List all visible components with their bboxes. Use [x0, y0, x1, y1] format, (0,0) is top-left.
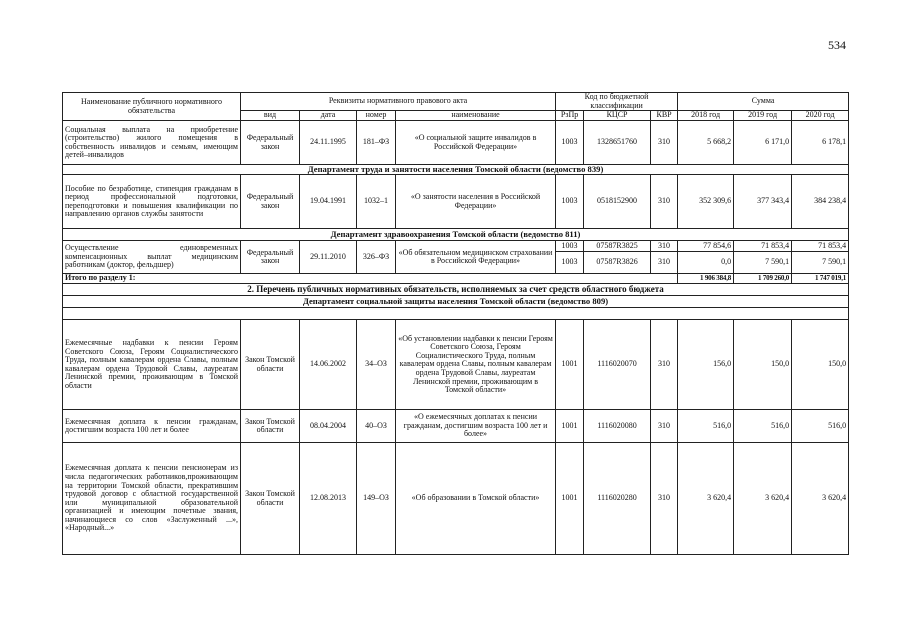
- empty-cell: [63, 308, 849, 320]
- header-code: Код по бюджетной классификации: [556, 93, 678, 111]
- header-sum: Сумма: [678, 93, 849, 111]
- obligation-name: Пособие по безработице, стипендия гражданам в период профессиональной подготовки, переподготовки и повышения квалификации по направлению органов службы занятости: [63, 175, 241, 229]
- rzpr-code: 1001: [556, 443, 584, 555]
- total-2018: 1 906 384,8: [678, 274, 734, 284]
- table-row: [63, 175, 849, 229]
- header-kvr: КВР: [651, 111, 678, 121]
- empty-row: [63, 308, 849, 320]
- rzpr-code: 1001: [556, 320, 584, 410]
- rzpr-code: 1003: [556, 252, 584, 274]
- header-rzpr: РзПр: [556, 111, 584, 121]
- sum-2020: 516,0: [792, 410, 849, 443]
- header-title: наименование: [396, 111, 556, 121]
- total-2020: 1 747 019,1: [792, 274, 849, 284]
- header-kcsr: КЦСР: [584, 111, 651, 121]
- kcsr-code: 07587R3826: [584, 252, 651, 274]
- act-number: 40–ОЗ: [357, 410, 396, 443]
- sum-2019: 150,0: [734, 320, 792, 410]
- kvr-code: 310: [651, 121, 678, 165]
- obligation-name: Ежемесячная доплата к пенсии пенсионерам из числа педагогических работников,проживающим на территории Томской области, прекратившим трудовой договор с областной государственной или муниципальной образовательной организацией и имеющим почетные звания, начинающиеся со слов «Заслуженный ...», «Народный...»: [63, 443, 241, 555]
- act-number: 34–ОЗ: [357, 320, 396, 410]
- act-type: Федеральный закон: [241, 175, 300, 229]
- act-date: 24.11.1995: [300, 121, 357, 165]
- act-type: Федеральный закон: [241, 241, 300, 274]
- table-row: [63, 410, 849, 443]
- sum-2019: 3 620,4: [734, 443, 792, 555]
- act-type: Закон Томской области: [241, 320, 300, 410]
- kcsr-code: 1116020080: [584, 410, 651, 443]
- header-vid: вид: [241, 111, 300, 121]
- sum-2019: 377 343,4: [734, 175, 792, 229]
- act-date: 08.04.2004: [300, 410, 357, 443]
- header-2020: 2020 год: [792, 111, 849, 121]
- header-number: номер: [357, 111, 396, 121]
- kvr-code: 310: [651, 241, 678, 252]
- department-row: [63, 229, 849, 241]
- act-title: «Об установлении надбавки к пенсии Героям Советского Союза, Героям Социалистического Труда, полным кавалерам ордена Славы, полным кавалерам ордена Трудовой Славы, лауреатам Ленинской премии, проживающим в Томской области»: [396, 320, 556, 410]
- sum-2018: 352 309,6: [678, 175, 734, 229]
- kcsr-code: 1116020070: [584, 320, 651, 410]
- sum-2020: 150,0: [792, 320, 849, 410]
- kcsr-code: 0518152900: [584, 175, 651, 229]
- header-row-1: [63, 93, 849, 111]
- sum-2019: 516,0: [734, 410, 792, 443]
- header-2018: 2018 год: [678, 111, 734, 121]
- act-date: 29.11.2010: [300, 241, 357, 274]
- department-row: [63, 165, 849, 175]
- department-839: Департамент труда и занятости населения Томской области (ведомство 839): [63, 165, 849, 175]
- department-809: Департамент социальной защиты населения Томской области (ведомство 809): [63, 296, 849, 308]
- sum-2018: 516,0: [678, 410, 734, 443]
- sum-2018: 77 854,6: [678, 241, 734, 252]
- section-2-title: 2. Перечень публичных нормативных обязательств, исполняемых за счет средств областного бюджета: [63, 284, 849, 296]
- page-number: 534: [828, 38, 846, 52]
- obligations-table: [62, 92, 849, 555]
- total-label: Итого по разделу 1:: [63, 274, 678, 284]
- table-row: [63, 121, 849, 165]
- header-requisites: Реквизиты нормативного правового акта: [241, 93, 556, 111]
- sum-2019: 7 590,1: [734, 252, 792, 274]
- act-title: «Об образовании в Томской области»: [396, 443, 556, 555]
- kcsr-code: 07587R3825: [584, 241, 651, 252]
- obligation-name: Осуществление единовременных компенсационных выплат медицинским работникам (доктор, фельдшер): [63, 241, 241, 274]
- total-2019: 1 709 260,0: [734, 274, 792, 284]
- rzpr-code: 1001: [556, 410, 584, 443]
- sum-2020: 384 238,4: [792, 175, 849, 229]
- act-title: «Об обязательном медицинском страховании в Российской Федерации»: [396, 241, 556, 274]
- act-number: 149–ОЗ: [357, 443, 396, 555]
- table-row: [63, 443, 849, 555]
- act-type: Закон Томской области: [241, 443, 300, 555]
- section-row: [63, 284, 849, 296]
- header-name: Наименование публичного нормативного обязательства: [63, 93, 241, 121]
- department-811: Департамент здравоохранения Томской области (ведомство 811): [63, 229, 849, 241]
- sum-2020: 6 178,1: [792, 121, 849, 165]
- kvr-code: 310: [651, 410, 678, 443]
- rzpr-code: 1003: [556, 175, 584, 229]
- kvr-code: 310: [651, 320, 678, 410]
- sum-2018: 5 668,2: [678, 121, 734, 165]
- header-date: дата: [300, 111, 357, 121]
- act-number: 181–ФЗ: [357, 121, 396, 165]
- act-number: 326–ФЗ: [357, 241, 396, 274]
- obligation-name: Ежемесячная доплата к пенсии гражданам, достигшим возраста 100 лет и более: [63, 410, 241, 443]
- sum-2019: 6 171,0: [734, 121, 792, 165]
- total-row: [63, 274, 849, 284]
- act-date: 12.08.2013: [300, 443, 357, 555]
- header-2019: 2019 год: [734, 111, 792, 121]
- act-title: «О занятости населения в Российской Федерации»: [396, 175, 556, 229]
- kvr-code: 310: [651, 443, 678, 555]
- rzpr-code: 1003: [556, 121, 584, 165]
- kvr-code: 310: [651, 252, 678, 274]
- act-title: «О ежемесячных доплатах к пенсии гражданам, достигшим возраста 100 лет и более»: [396, 410, 556, 443]
- sum-2018: 156,0: [678, 320, 734, 410]
- obligation-name: Ежемесячные надбавки к пенсии Героям Советского Союза, Героям Социалистического Труда, полным кавалерам ордена Славы, полным кавалерам ордена Трудовой Славы, лауреатам Ленинской премии, проживающим в Томской области: [63, 320, 241, 410]
- sum-2020: 7 590,1: [792, 252, 849, 274]
- sum-2018: 3 620,4: [678, 443, 734, 555]
- act-type: Федеральный закон: [241, 121, 300, 165]
- sum-2020: 71 853,4: [792, 241, 849, 252]
- act-date: 14.06.2002: [300, 320, 357, 410]
- table-row: [63, 320, 849, 410]
- rzpr-code: 1003: [556, 241, 584, 252]
- kcsr-code: 1116020280: [584, 443, 651, 555]
- kvr-code: 310: [651, 175, 678, 229]
- kcsr-code: 1328651760: [584, 121, 651, 165]
- sum-2019: 71 853,4: [734, 241, 792, 252]
- sum-2020: 3 620,4: [792, 443, 849, 555]
- table-row: [63, 241, 849, 252]
- act-number: 1032–1: [357, 175, 396, 229]
- act-type: Закон Томской области: [241, 410, 300, 443]
- act-title: «О социальной защите инвалидов в Российской Федерации»: [396, 121, 556, 165]
- sum-2018: 0,0: [678, 252, 734, 274]
- act-date: 19.04.1991: [300, 175, 357, 229]
- department-row: [63, 296, 849, 308]
- obligation-name: Социальная выплата на приобретение (строительство) жилого помещения в собственность инвалидов и семьям, имеющим детей–инвалидов: [63, 121, 241, 165]
